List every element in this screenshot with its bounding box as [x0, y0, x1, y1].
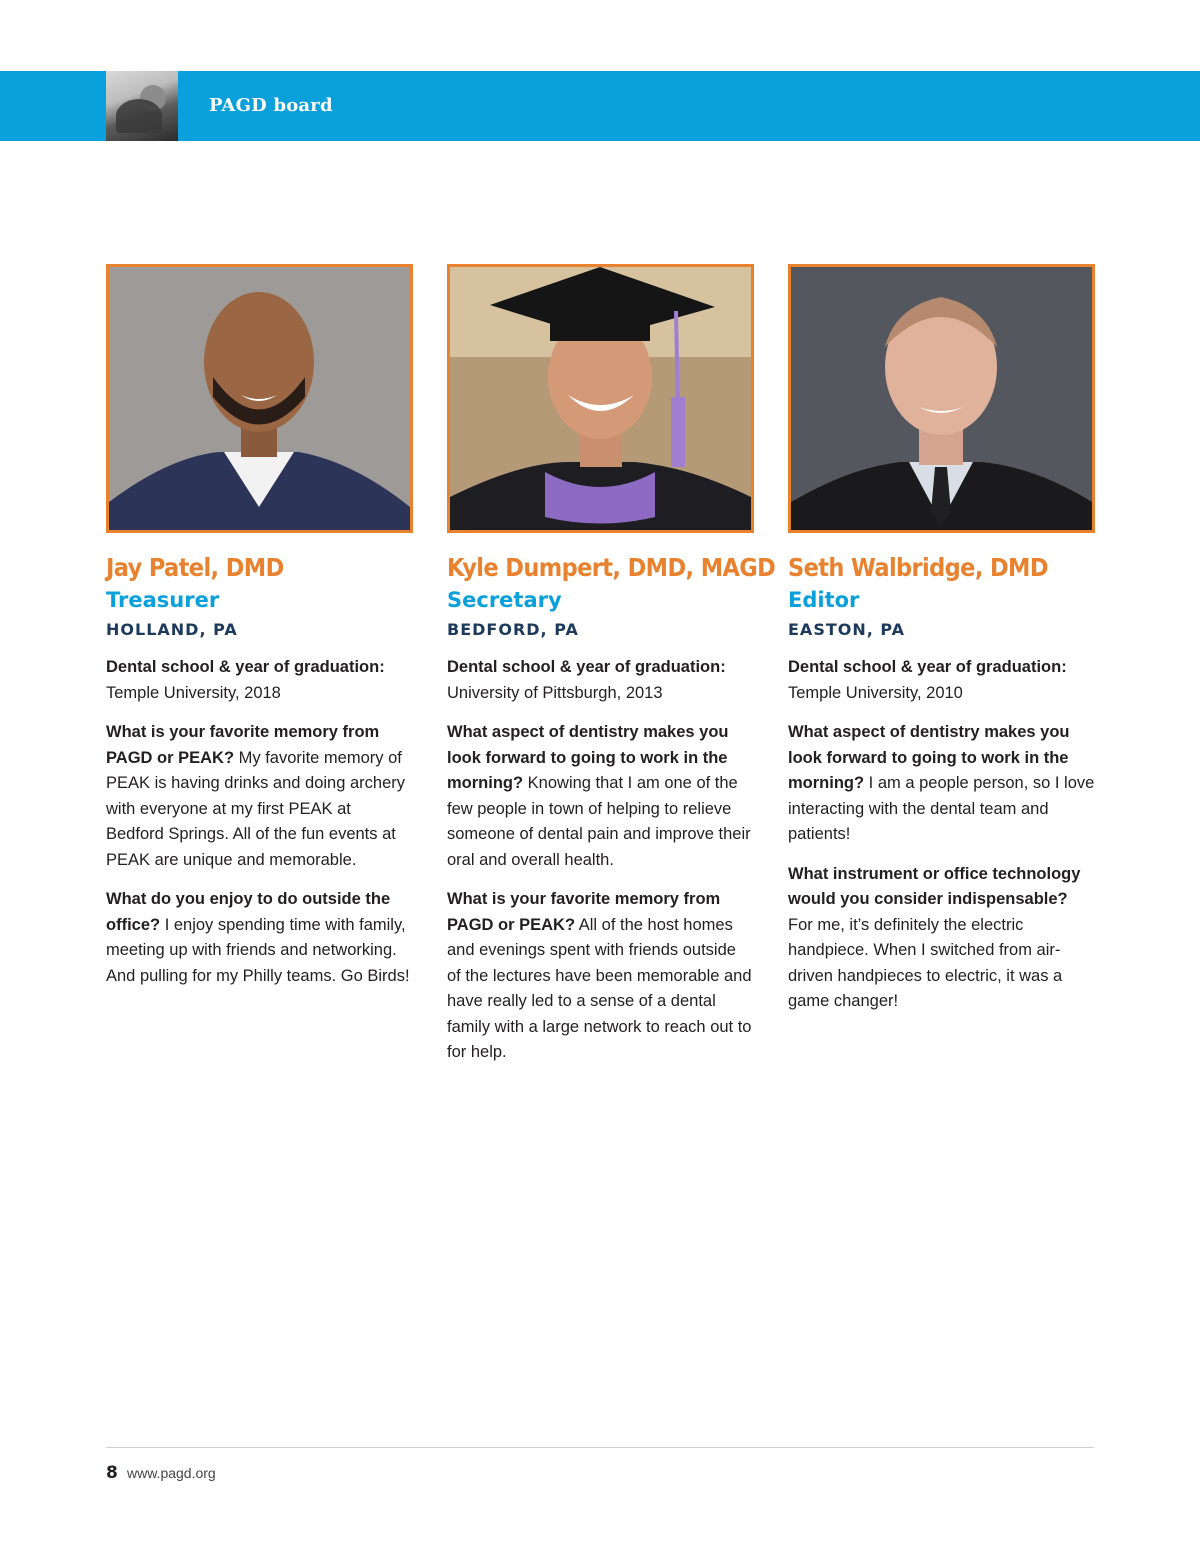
header-thumbnail-image [106, 71, 178, 141]
school-question: Dental school & year of graduation: [106, 658, 385, 676]
answer-1: I am a people person, so I love interacting with the dental team and patients! [788, 774, 1095, 843]
school-paragraph [788, 655, 1095, 706]
section-label: PAGD board [209, 95, 333, 116]
portrait-photo [447, 264, 754, 533]
answer-1: Knowing that I am one of the few people in town of helping to relieve someone of dental pain and improve their oral and overall health. [447, 774, 751, 869]
answer-2: All of the host homes and evenings spent with friends outside of the lectures have been memorable and have really led to a sense of a dental family with a large network to reach out to for help. [447, 915, 752, 1061]
qa-paragraph-2 [106, 887, 413, 989]
page-number: 8 [106, 1463, 118, 1483]
question-1: What is your favorite memory from PAGD or PEAK? [106, 723, 380, 767]
school-answer: Temple University, 2018 [106, 683, 281, 702]
question-1: What aspect of dentistry makes you look forward to going to work in the morning? [447, 723, 729, 792]
website-link[interactable]: www.pagd.org [127, 1465, 216, 1481]
answer-2: I enjoy spending time with family, meeting up with friends and networking. And pulling for my Philly teams. Go Birds! [106, 915, 410, 985]
profile-city: EASTON, PA [788, 620, 906, 639]
answer-1: My favorite memory of PEAK is having drinks and doing archery with everyone at my first PEAK at Bedford Springs. All of the fun events at PEAK are unique and memorable. [106, 748, 405, 869]
footer-divider [106, 1447, 1094, 1448]
profile-role: Secretary [447, 588, 562, 612]
qa-paragraph-2 [447, 887, 754, 1066]
qa-paragraph-2 [788, 862, 1095, 1015]
school-paragraph [106, 655, 413, 706]
question-2: What is your favorite memory from PAGD or PEAK? [447, 890, 721, 934]
school-question: Dental school & year of graduation: [788, 658, 1067, 676]
question-1: What aspect of dentistry makes you look forward to going to work in the morning? [788, 723, 1070, 792]
profile-card-2 [447, 264, 776, 1066]
question-2: What do you enjoy to do outside the office? [106, 890, 391, 934]
profile-card-1 [106, 264, 413, 989]
profile-role: Treasurer [106, 588, 220, 612]
profile-name: Kyle Dumpert, DMD, MAGD [447, 553, 776, 582]
school-answer: Temple University, 2010 [788, 683, 963, 702]
profile-role: Editor [788, 588, 860, 612]
profile-city: BEDFORD, PA [447, 620, 579, 639]
school-question: Dental school & year of graduation: [447, 658, 726, 676]
profile-city: HOLLAND, PA [106, 620, 238, 639]
question-2: What instrument or office technology would you consider indispensable? [788, 864, 1081, 908]
school-paragraph [447, 655, 754, 706]
profile-name: Jay Patel, DMD [106, 553, 284, 582]
qa-paragraph-1 [106, 720, 413, 873]
answer-2: For me, it’s definitely the electric handpiece. When I switched from air-driven handpieces to electric, it was a game changer! [788, 915, 1063, 1010]
qa-paragraph-1 [447, 720, 754, 873]
qa-paragraph-1 [788, 720, 1095, 848]
portrait-photo [788, 264, 1095, 533]
school-answer: University of Pittsburgh, 2013 [447, 683, 663, 702]
section-header-bar [0, 71, 1200, 141]
profile-card-3 [788, 264, 1095, 1015]
portrait-photo [106, 264, 413, 533]
profile-name: Seth Walbridge, DMD [788, 553, 1048, 582]
